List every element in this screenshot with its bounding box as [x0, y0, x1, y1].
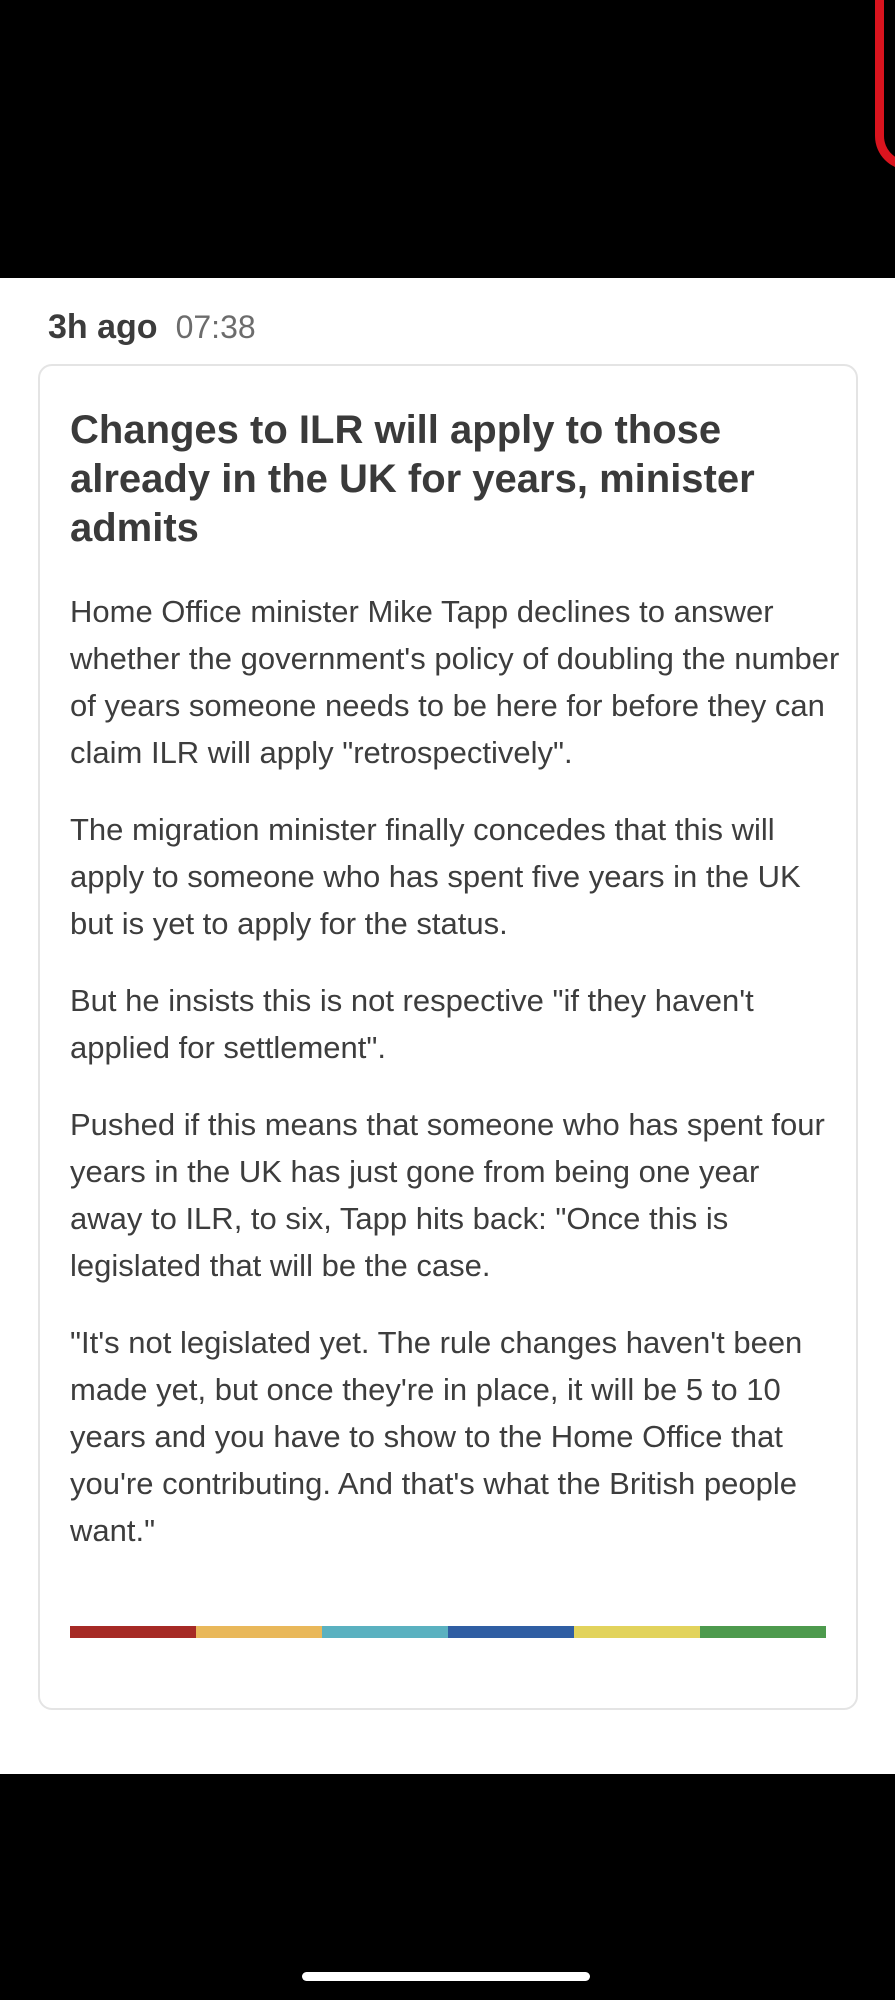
- live-post-card[interactable]: [38, 364, 858, 1710]
- bottom-black-area: [0, 1774, 895, 2000]
- post-paragraph: But he insists this is not respective "if they haven't applied for settlement".: [70, 983, 754, 1065]
- stripe-segment: [700, 1626, 826, 1638]
- stripe-segment: [448, 1626, 574, 1638]
- stripe-segment: [196, 1626, 322, 1638]
- live-blog-content[interactable]: [0, 278, 895, 1774]
- top-black-area: [0, 0, 895, 278]
- red-annotation-mark: [875, 0, 895, 170]
- clock-time: 07:38: [175, 309, 256, 345]
- post-headline: Changes to ILR will apply to those already in the UK for years, minister admits: [70, 408, 755, 550]
- post-paragraph: "It's not legislated yet. The rule changes haven't been made yet, but once they're in place, it will be 5 to 10 years and you have to show to the Home Office that you're contributing. And that's what the British people want.": [70, 1325, 803, 1548]
- stripe-segment: [574, 1626, 700, 1638]
- brand-color-stripe: [70, 1626, 826, 1638]
- home-indicator[interactable]: [302, 1972, 590, 1981]
- post-body: [70, 588, 840, 1584]
- stripe-segment: [70, 1626, 196, 1638]
- stripe-segment: [322, 1626, 448, 1638]
- post-paragraph: Pushed if this means that someone who has spent four years in the UK has just gone from being one year away to ILR, to six, Tapp hits back: "Once this is legislated that will be the case.: [70, 1107, 825, 1283]
- post-paragraph: The migration minister finally concedes that this will apply to someone who has spent five years in the UK but is yet to apply for the status.: [70, 812, 801, 941]
- post-paragraph: Home Office minister Mike Tapp declines to answer whether the government's policy of doubling the number of years someone needs to be here for before they can claim ILR will apply "retrospectively".: [70, 594, 840, 770]
- relative-time: 3h ago: [48, 308, 158, 346]
- post-timestamp: [48, 308, 256, 350]
